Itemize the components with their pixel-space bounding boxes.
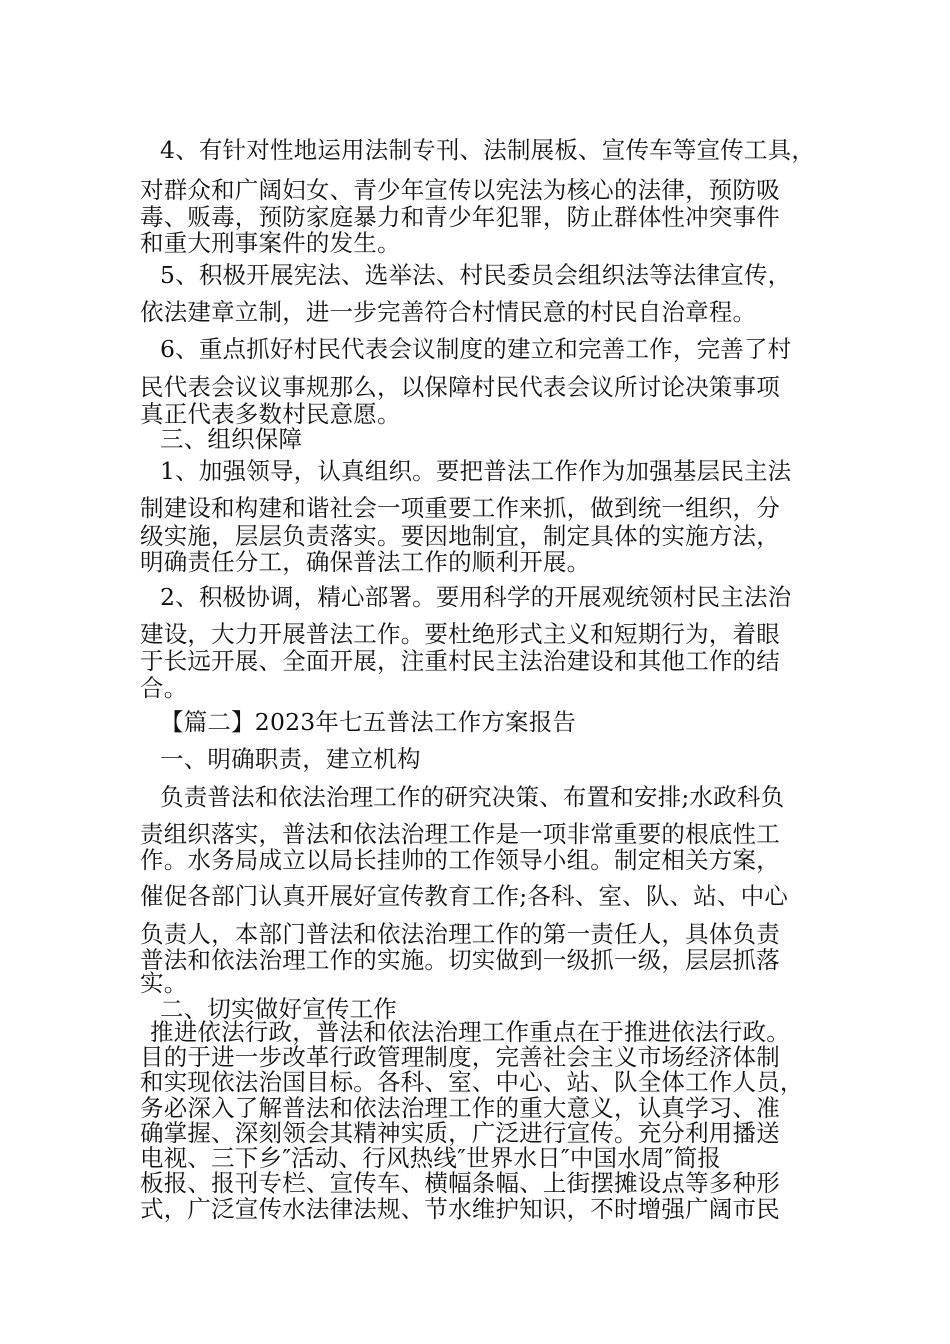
- text-line: 1、加强领导，认真组织。要把普法工作作为加强基层民主法: [160, 457, 792, 485]
- text-line: 对群众和广阔妇女、青少年宣传以宪法为核心的法律，预防吸: [140, 176, 780, 204]
- section-heading: 二、切实做好宣传工作: [160, 995, 397, 1023]
- text-line: 普法和依法治理工作的实施。切实做到一级抓一级，层层抓落: [140, 946, 780, 974]
- text-line: 明确责任分工，确保普法工作的顺利开展。: [140, 548, 591, 576]
- text-line: 4、有针对性地运用法制专刊、法制展板、宣传车等宣传工具，: [160, 136, 816, 164]
- text-line: 目的于进一步改革行政管理制度，完善社会主义市场经济体制: [140, 1043, 780, 1071]
- text-line: 真正代表多数村民意愿。: [140, 400, 401, 428]
- text-line: 级实施，层层负责落实。要因地制宜，制定具体的实施方法，: [140, 522, 780, 550]
- text-line: 和实现依法治国目标。各科、室、中心、站、队全体工作人员，: [140, 1068, 804, 1096]
- text-line: 负责人，本部门普法和依法治理工作的第一责任人，具体负责: [140, 920, 780, 948]
- text-line: 制建设和构建和谐社会一项重要工作来抓，做到统一组织，分: [140, 494, 780, 522]
- text-line: 作。水务局成立以局长挂帅的工作领导小组。制定相关方案，: [140, 846, 780, 874]
- text-line: 确掌握、深刻领会其精神实质，广泛进行宣传。充分利用播送: [140, 1119, 780, 1147]
- text-line: 依法建章立制，进一步完善符合村情民意的村民自治章程。: [140, 298, 757, 326]
- text-line: 务必深入了解普法和依法治理工作的重大意义，认真学习、准: [140, 1094, 780, 1122]
- text-line: 于长远开展、全面开展，注重村民主法治建设和其他工作的结: [140, 647, 780, 675]
- text-line: 负责普法和依法治理工作的研究决策、布置和安排;水政科负: [160, 783, 785, 811]
- text-line: 6、重点抓好村民代表会议制度的建立和完善工作，完善了村: [160, 335, 792, 363]
- section-heading: 三、组织保障: [160, 425, 303, 453]
- text-line: 实。: [140, 969, 188, 997]
- text-line: 建设，大力开展普法工作。要杜绝形式主义和短期行为，着眼: [140, 620, 780, 648]
- text-line: 责组织落实，普法和依法治理工作是一项非常重要的根底性工: [140, 820, 780, 848]
- text-line: 2、积极协调，精心部署。要用科学的开展观统领村民主法治: [160, 583, 792, 611]
- text-line: 电视、三下乡″活动、行风热线″世界水日″中国水周″简报: [140, 1144, 722, 1172]
- text-line: 民代表会议议事规那么，以保障村民代表会议所讨论决策事项: [140, 373, 780, 401]
- text-line: 板报、报刊专栏、宣传车、横幅条幅、上街摆摊设点等多种形: [140, 1169, 780, 1197]
- text-line: 和重大刑事案件的发生。: [140, 229, 401, 257]
- text-line: 式，广泛宣传水法律法规、节水维护知识，不时增强广阔市民: [140, 1195, 780, 1223]
- section-heading: 一、明确职责，建立机构: [160, 745, 421, 773]
- text-line: 5、积极开展宪法、选举法、村民委员会组织法等法律宣传，: [160, 261, 792, 289]
- article-title: 【篇二】2023年七五普法工作方案报告: [160, 708, 577, 736]
- text-line: 合。: [140, 674, 188, 702]
- text-line: 毒、贩毒，预防家庭暴力和青少年犯罪，防止群体性冲突事件: [140, 203, 780, 231]
- text-line: 推进依法行政，普法和依法治理工作重点在于推进依法行政。: [150, 1018, 790, 1046]
- text-line: 催促各部门认真开展好宣传教育工作;各科、室、队、站、中心: [140, 882, 789, 910]
